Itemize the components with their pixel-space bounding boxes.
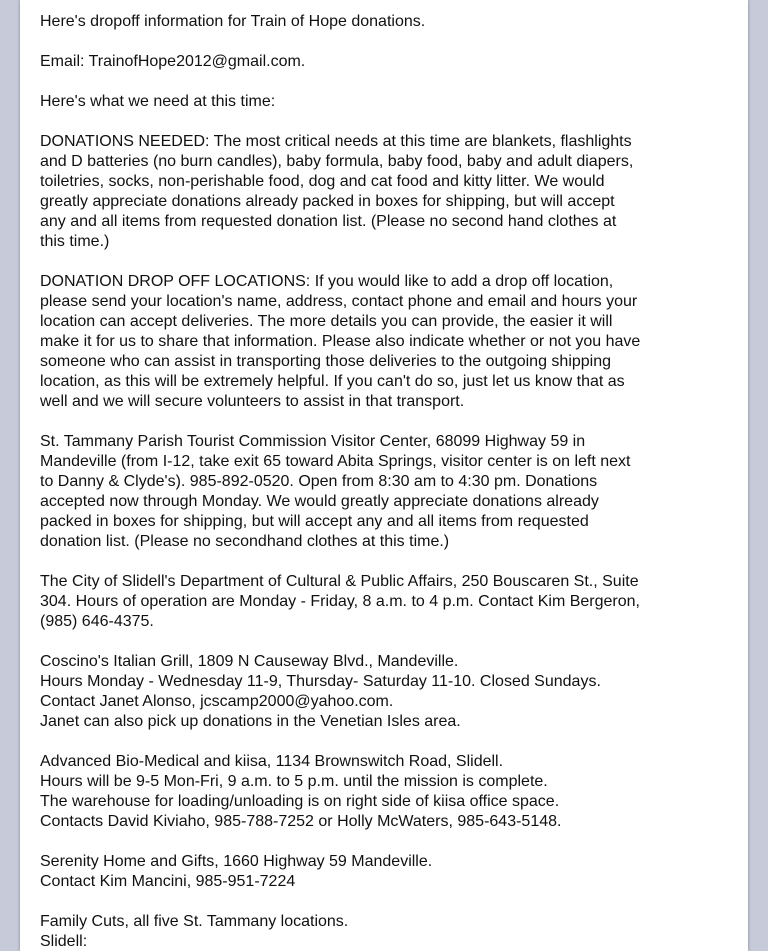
text-line: location can accept deliveries. The more details you can provide, the easier it will	[40, 313, 613, 330]
text-line: toiletries, socks, non-perishable food, dog and cat food and kitty litter. We would	[40, 173, 605, 190]
document-body	[40, 12, 700, 951]
text-line: Here's dropoff information for Train of Hope donations.	[40, 13, 426, 30]
text-line: Here's what we need at this time:	[40, 93, 276, 110]
document-page	[20, 0, 748, 951]
text-line: donation list. (Please no secondhand clothes at this time.)	[40, 533, 450, 550]
paragraph	[40, 52, 700, 72]
text-line: Advanced Bio-Medical and kiisa, 1134 Brownswitch Road, Slidell.	[40, 753, 504, 770]
text-line: Slidell:	[40, 933, 88, 950]
text-line: (985) 646-4375.	[40, 613, 154, 630]
paragraph	[40, 92, 700, 112]
text-line: packed in boxes for shipping, but will accept any and all items from requested	[40, 513, 589, 530]
text-line: any and all items from requested donation list. (Please no second hand clothes at	[40, 213, 617, 230]
paragraph	[40, 572, 700, 632]
text-line: Serenity Home and Gifts, 1660 Highway 59 Mandeville.	[40, 853, 433, 870]
text-line: Hours Monday - Wednesday 11-9, Thursday- Saturday 11-10. Closed Sundays.	[40, 673, 601, 690]
text-line: well and we will secure volunteers to assist in that transport.	[40, 393, 465, 410]
text-line: Contact Kim Mancini, 985-951-7224	[40, 873, 296, 890]
text-line: please send your location's name, address, contact phone and email and hours your	[40, 293, 638, 310]
paragraph	[40, 652, 700, 732]
paragraph	[40, 12, 700, 32]
paragraph	[40, 852, 700, 892]
text-line: to Danny & Clyde's). 985-892-0520. Open from 8:30 am to 4:30 pm. Donations	[40, 473, 598, 490]
text-line: St. Tammany Parish Tourist Commission Visitor Center, 68099 Highway 59 in	[40, 433, 586, 450]
text-line: someone who can assist in transporting those deliveries to the outgoing shipping	[40, 353, 612, 370]
text-line: 304. Hours of operation are Monday - Friday, 8 a.m. to 4 p.m. Contact Kim Bergeron,	[40, 593, 640, 610]
text-line: Mandeville (from I-12, take exit 65 toward Abita Springs, visitor center is on left next	[40, 453, 631, 470]
paragraph	[40, 432, 700, 552]
paragraph	[40, 912, 700, 951]
text-line: Hours will be 9-5 Mon-Fri, 9 a.m. to 5 p.m. until the mission is complete.	[40, 773, 548, 790]
text-line: and D batteries (no burn candles), baby formula, baby food, baby and adult diapers,	[40, 153, 634, 170]
text-line: Coscino's Italian Grill, 1809 N Causeway Blvd., Mandeville.	[40, 653, 459, 670]
paragraph	[40, 272, 700, 412]
paragraph	[40, 132, 700, 252]
text-line: location, as this will be extremely helpful. If you can't do so, just let us know that as	[40, 373, 625, 390]
text-line: Family Cuts, all five St. Tammany locations.	[40, 913, 349, 930]
text-line: this time.)	[40, 233, 110, 250]
paragraph	[40, 752, 700, 832]
text-line: Email: TrainofHope2012@gmail.com.	[40, 53, 306, 70]
text-line: greatly appreciate donations already packed in boxes for shipping, but will accept	[40, 193, 615, 210]
text-line: make it for us to share that information. Please also indicate whether or not you have	[40, 333, 641, 350]
text-line: Janet can also pick up donations in the Venetian Isles area.	[40, 713, 461, 730]
text-line: Contact Janet Alonso, jcscamp2000@yahoo.com.	[40, 693, 394, 710]
text-line: DONATION DROP OFF LOCATIONS: If you would like to add a drop off location,	[40, 273, 614, 290]
text-line: The City of Slidell's Department of Cultural & Public Affairs, 250 Bouscaren St., Suite	[40, 573, 639, 590]
text-line: The warehouse for loading/unloading is on right side of kiisa office space.	[40, 793, 560, 810]
text-line: accepted now through Monday. We would greatly appreciate donations already	[40, 493, 599, 510]
text-line: Contacts David Kiviaho, 985-788-7252 or Holly McWaters, 985-643-5148.	[40, 813, 562, 830]
text-line: DONATIONS NEEDED: The most critical needs at this time are blankets, flashlights	[40, 133, 632, 150]
